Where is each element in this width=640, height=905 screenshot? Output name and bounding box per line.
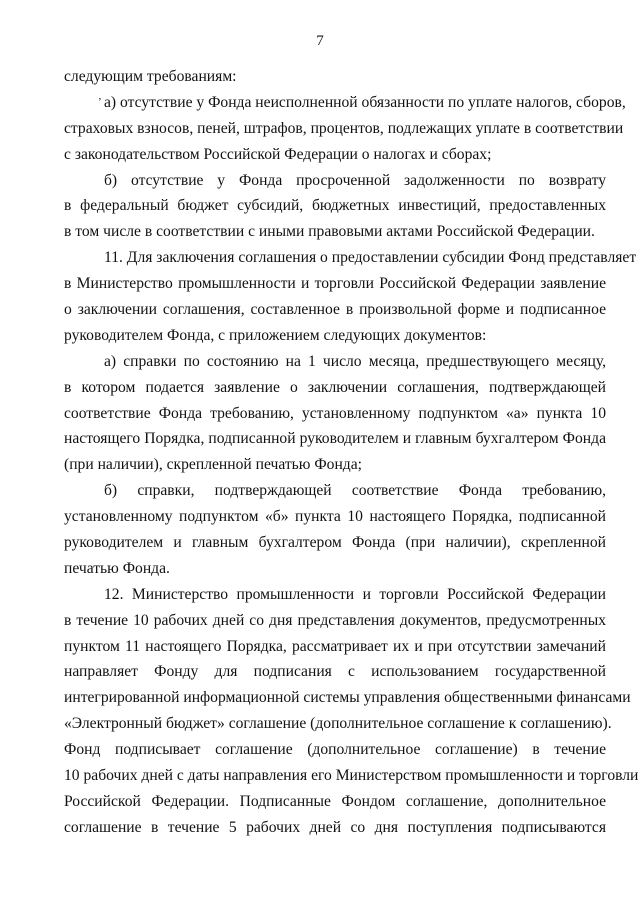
text-line: соглашение в течение 5 рабочих дней со дня поступления подписываются — [64, 818, 606, 836]
text-line: интегрированной информационной системы управления общественными финансами — [64, 689, 631, 707]
paragraph-section-11-b — [64, 478, 606, 582]
text-line: установленному подпунктом «б» пункта 10 настоящего Порядка, подписанной — [64, 508, 606, 526]
text-line: следующим требованиям: — [64, 68, 237, 85]
text-line: 10 рабочих дней с даты направления его Министерством промышленности и торговли — [64, 767, 639, 785]
text-line: Российской Федерации. Подписанные Фондом соглашение, дополнительное — [64, 792, 606, 810]
text-line: в Министерство промышленности и торговли Российской Федерации заявление — [64, 275, 606, 293]
text-line: а) справки по состоянию на 1 число месяца, предшествующего месяцу, — [104, 352, 606, 370]
paragraph-section-11-a — [64, 349, 606, 478]
paragraph-intro — [64, 64, 606, 90]
paragraph-item-b — [64, 168, 606, 246]
text-line: настоящего Порядка, подписанной руководителем и главным бухгалтером Фонда — [64, 430, 606, 448]
text-line: соответствие Фонда требованию, установленному подпунктом «а» пункта 10 — [64, 404, 606, 422]
text-line: в котором подается заявление о заключении соглашения, подтверждающей — [64, 378, 606, 396]
page-number: 7 — [316, 33, 324, 49]
paragraph-section-12 — [64, 582, 639, 841]
text-line: 12. Министерство промышленности и торговли Российской Федерации — [104, 585, 606, 603]
paragraph-section-11 — [64, 245, 637, 349]
text-line: Фонд подписывает соглашение (дополнительное соглашение) в течение — [64, 741, 606, 759]
text-line: руководителем и главным бухгалтером Фонда (при наличии), скрепленной — [64, 534, 606, 552]
text-line: в федеральный бюджет субсидий, бюджетных инвестиций, предоставленных — [64, 197, 606, 215]
document-body — [64, 64, 639, 841]
text-line: «Электронный бюджет» соглашение (дополнительное соглашение к соглашению). — [64, 715, 612, 733]
text-line: пунктом 11 настоящего Порядка, рассматривает их и при отсутствии замечаний — [64, 637, 606, 655]
text-line: б) справки, подтверждающей соответствие Фонда требованию, — [104, 482, 606, 500]
text-line: в течение 10 рабочих дней со дня представления документов, предусмотренных — [64, 611, 606, 629]
text-line: с законодательством Российской Федерации о налогах и сборах; — [64, 145, 492, 163]
paragraph-item-a — [64, 90, 626, 168]
text-line: ʼ а) отсутствие у Фонда неисполненной обязанности по уплате налогов, сборов, — [98, 93, 626, 111]
text-line: 11. Для заключения соглашения о предоставлении субсидии Фонд представляет — [104, 249, 637, 267]
text-line: о заключении соглашения, составленное в произвольной форме и подписанное — [64, 301, 606, 319]
text-line: б) отсутствие у Фонда просроченной задолженности по возврату — [104, 171, 606, 189]
text-line: направляет Фонду для подписания с использованием государственной — [64, 663, 606, 681]
text-line: руководителем Фонда, с приложением следующих документов: — [64, 326, 487, 344]
text-line: (при наличии), скрепленной печатью Фонда; — [64, 456, 362, 474]
text-line: печатью Фонда. — [64, 559, 170, 577]
text-line: страховых взносов, пеней, штрафов, процентов, подлежащих уплате в соответствии — [64, 119, 624, 137]
text-line: в том числе в соответствии с иными правовыми актами Российской Федерации. — [64, 223, 595, 241]
